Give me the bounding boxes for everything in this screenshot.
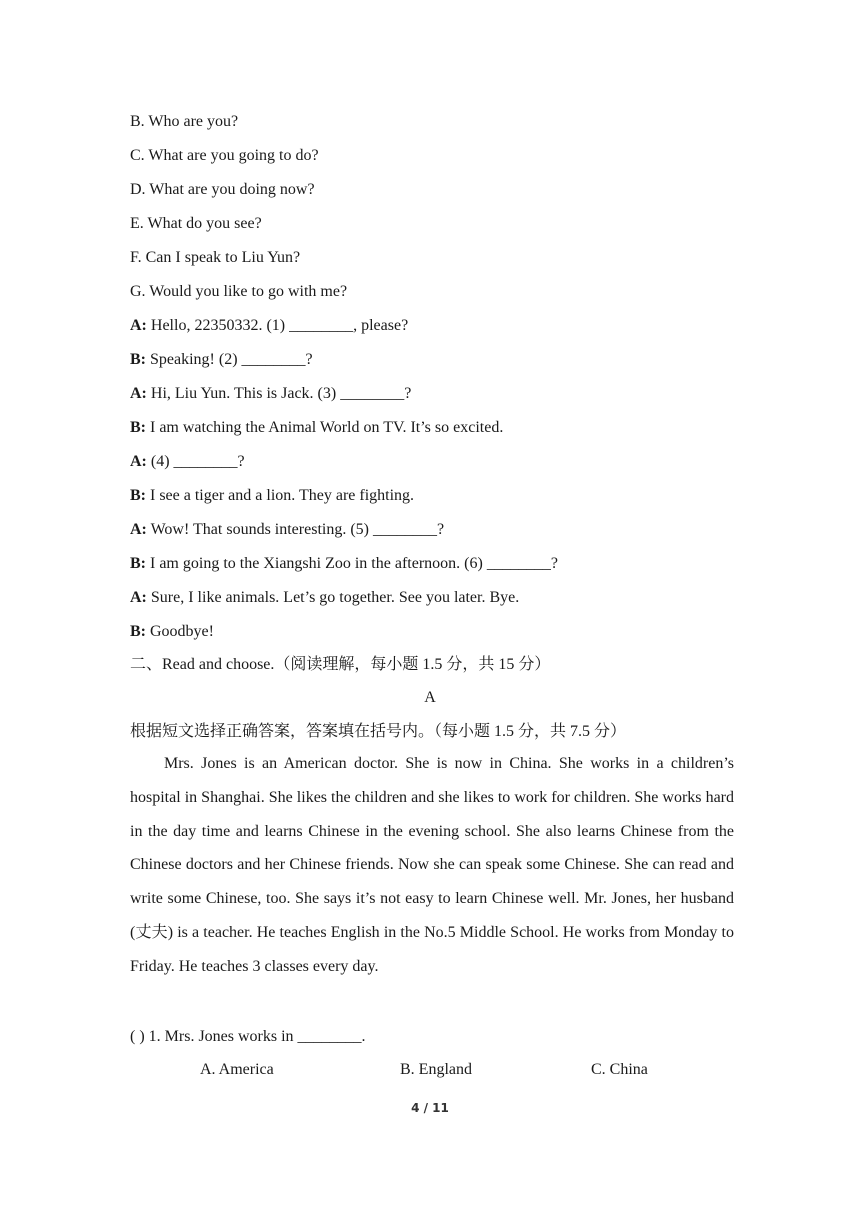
dialogue-text: Hi, Liu Yun. This is Jack. (3) ________? <box>146 385 412 402</box>
dialogue-text: I am watching the Animal World on TV. It’s so excited. <box>146 419 504 436</box>
choice-c: C. China <box>591 1061 648 1078</box>
dialogue-line <box>130 384 411 404</box>
dialogue-line <box>130 554 558 574</box>
choice-a: A. America <box>200 1061 274 1078</box>
page-number: 4 / 11 <box>411 1101 449 1115</box>
dialogue-text: Wow! That sounds interesting. (5) ________? <box>146 521 445 538</box>
option-d: D. What are you doing now? <box>130 181 315 198</box>
section-heading: 二、Read and choose.（阅读理解，每小题 1.5 分，共 15 分） <box>130 656 551 673</box>
choice-b: B. England <box>400 1061 472 1078</box>
speaker-label: A: <box>130 317 147 334</box>
dialogue-text: I see a tiger and a lion. They are fighting. <box>146 487 415 504</box>
speaker-label: A: <box>130 453 147 470</box>
question-stem: ( ) 1. Mrs. Jones works in ________. <box>130 1028 366 1045</box>
option-b: B. Who are you? <box>130 113 239 130</box>
dialogue-line <box>130 350 313 370</box>
dialogue-text: Speaking! (2) ________? <box>146 351 313 368</box>
speaker-label: A: <box>130 385 147 402</box>
dialogue-line <box>130 486 414 506</box>
dialogue-text: Sure, I like animals. Let’s go together. See you later. Bye. <box>146 589 520 606</box>
dialogue-text: I am going to the Xiangshi Zoo in the afternoon. (6) ________? <box>146 555 558 572</box>
speaker-label: A: <box>130 521 147 538</box>
option-g: G. Would you like to go with me? <box>130 283 348 300</box>
option-e: E. What do you see? <box>130 215 262 232</box>
dialogue-line <box>130 622 214 642</box>
speaker-label: B: <box>130 555 146 572</box>
dialogue-line <box>130 588 519 608</box>
dialogue-text: Goodbye! <box>146 623 214 640</box>
speaker-label: B: <box>130 487 146 504</box>
option-c: C. What are you going to do? <box>130 147 319 164</box>
option-f: F. Can I speak to Liu Yun? <box>130 249 301 266</box>
dialogue-text: (4) ________? <box>146 453 245 470</box>
speaker-label: B: <box>130 623 146 640</box>
dialogue-line <box>130 520 444 540</box>
part-label: A <box>424 689 436 706</box>
dialogue-line <box>130 452 245 472</box>
speaker-label: B: <box>130 351 146 368</box>
speaker-label: A: <box>130 589 147 606</box>
reading-passage: Mrs. Jones is an American doctor. She is now in China. She works in a children’s hospital in Shanghai. She likes the children and she likes to work for children. She works hard in the day time and learns Chinese in the evening school. She also learns Chinese from the Chinese doctors and her Chinese friends. Now she can speak some Chinese. She can read and write some Chinese, too. She says it’s not easy to learn Chinese well. Mr. Jones, her husband (丈夫) is a teacher. He teaches English in the No.5 Middle School. He works from Monday to Friday. He teaches 3 classes every day. <box>130 755 734 975</box>
instruction: 根据短文选择正确答案，答案填在括号内。（每小题 1.5 分，共 7.5 分） <box>130 723 627 740</box>
dialogue-line <box>130 316 408 336</box>
dialogue-line <box>130 418 503 438</box>
speaker-label: B: <box>130 419 146 436</box>
dialogue-text: Hello, 22350332. (1) ________, please? <box>146 317 409 334</box>
